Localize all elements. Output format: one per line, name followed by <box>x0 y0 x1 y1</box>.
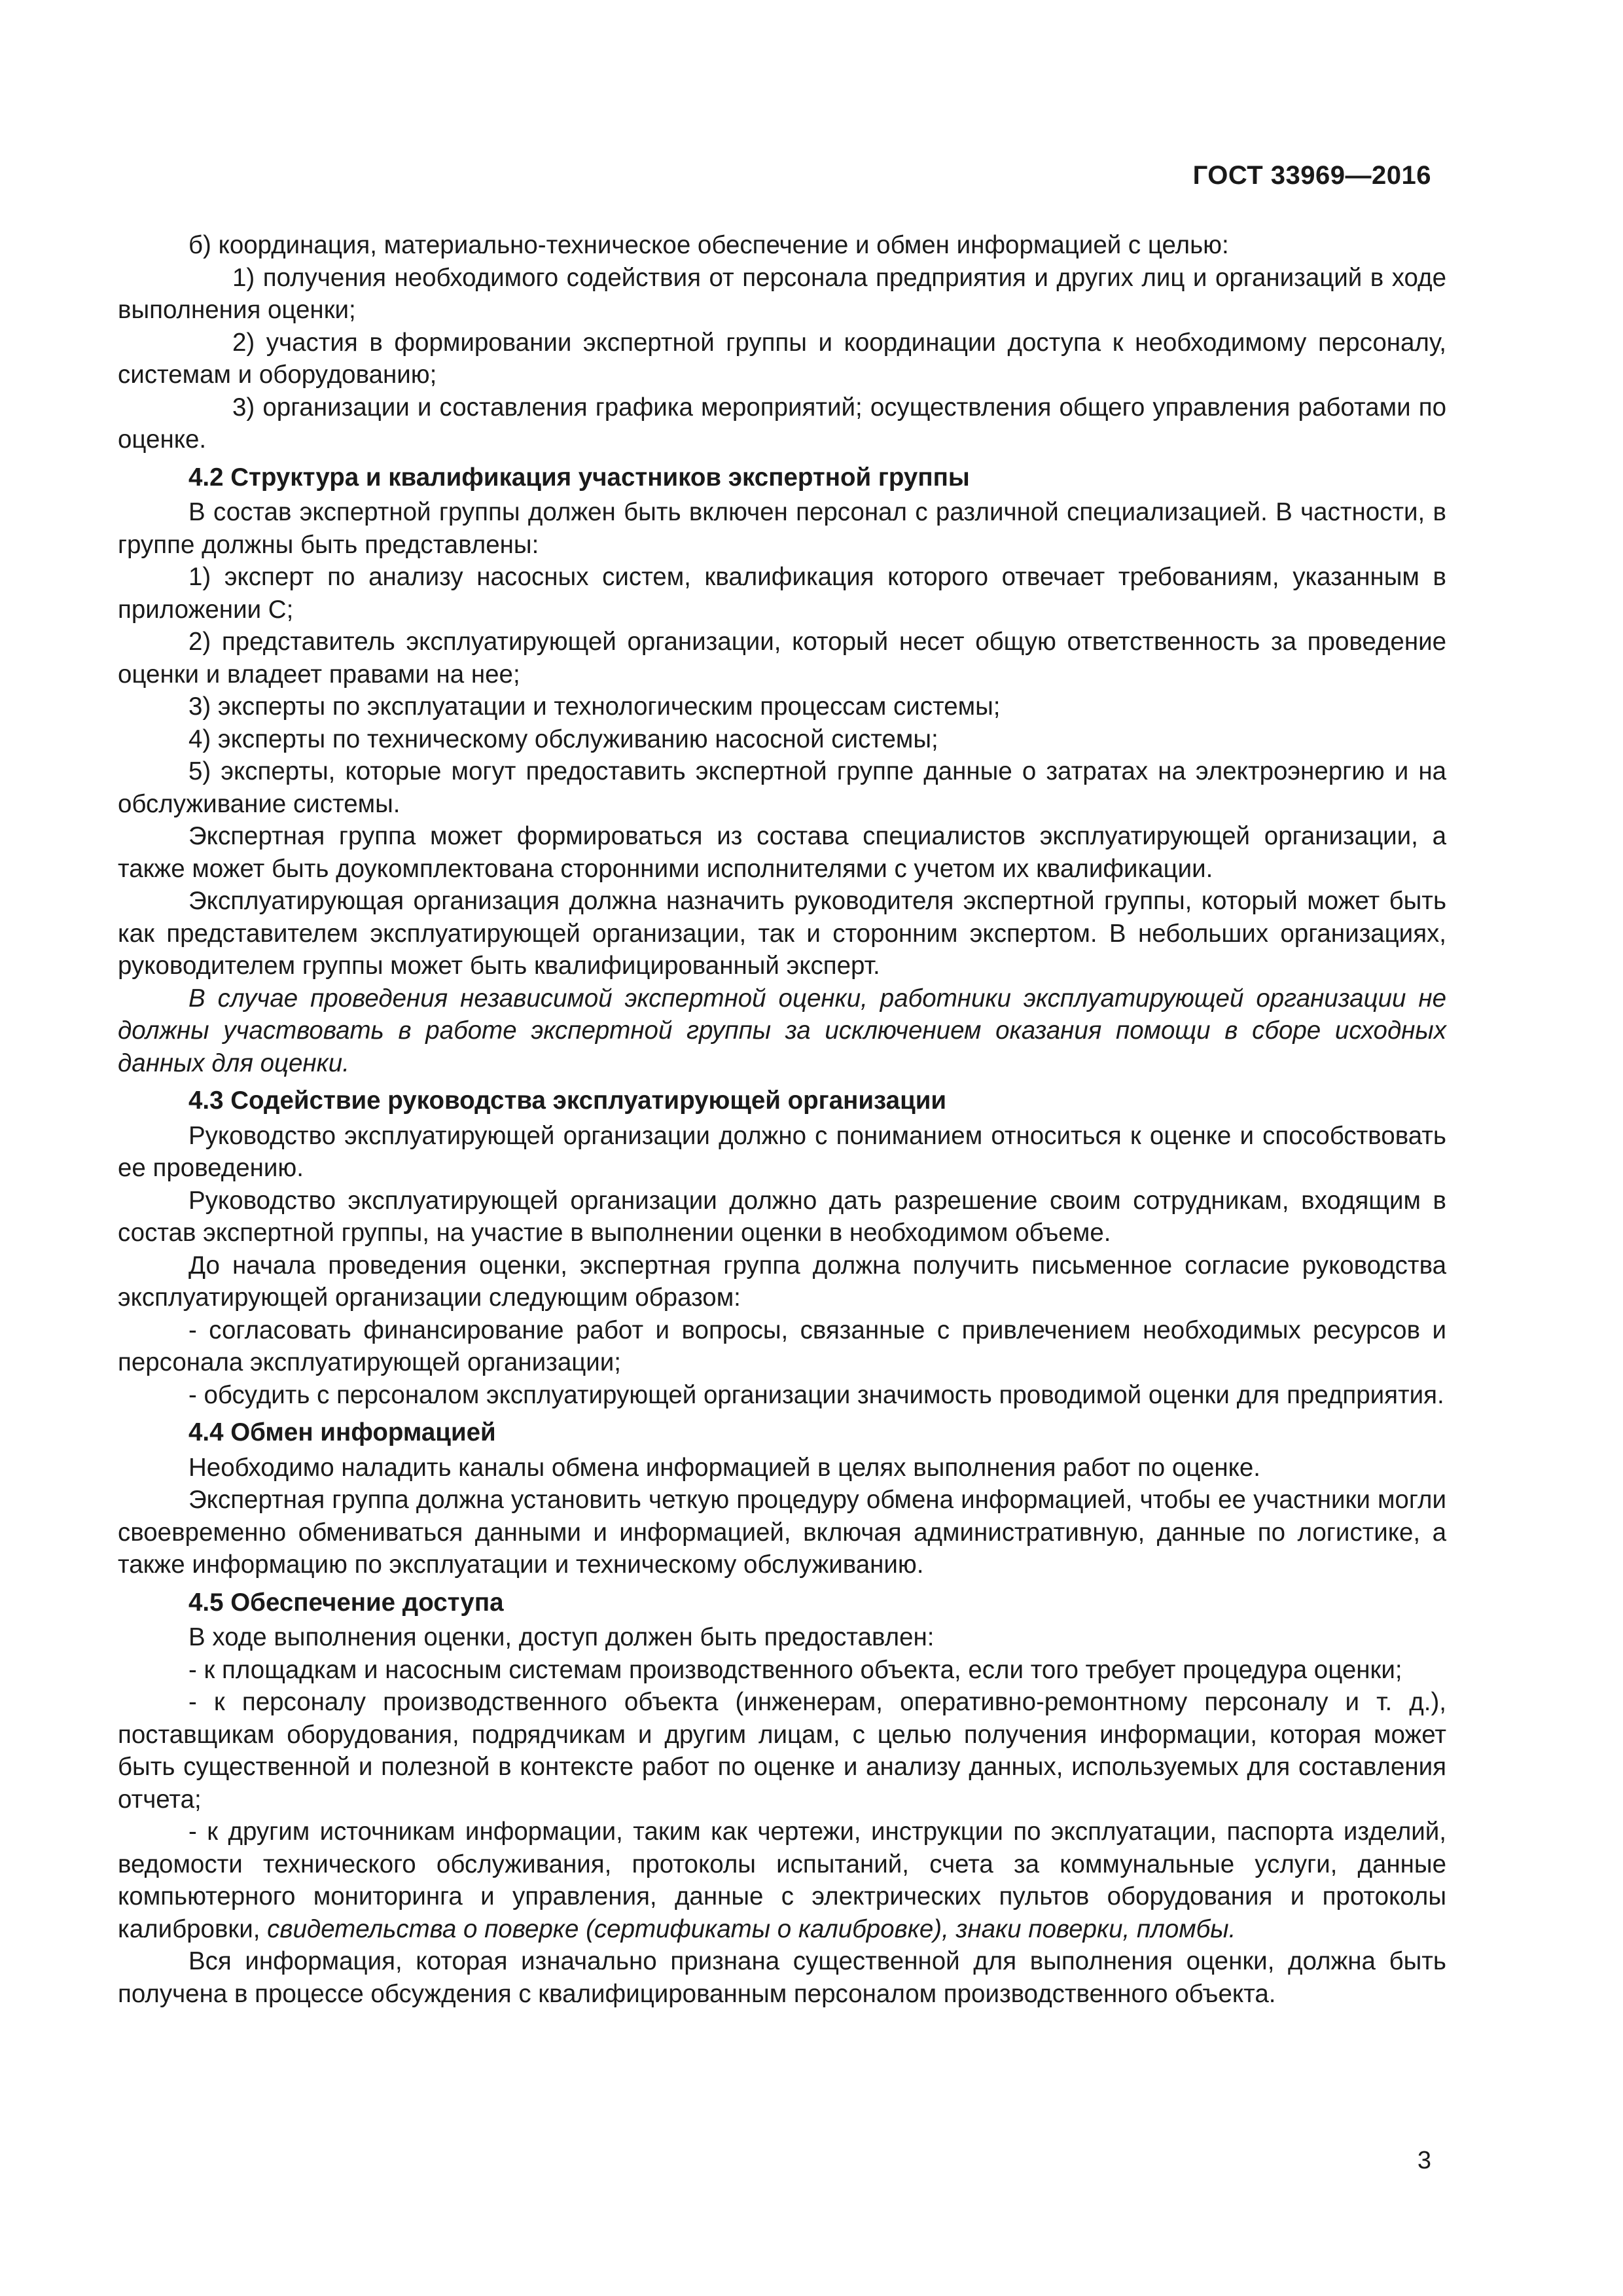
list-item: 5) эксперты, которые могут предоставить экспертной группе данные о затратах на электроэнергию и на обслуживание системы. <box>118 757 1446 818</box>
section-heading-4-4: 4.4 Обмен информацией <box>188 1418 496 1446</box>
document-number: ГОСТ 33969—2016 <box>1192 161 1431 190</box>
paragraph: Необходимо наладить каналы обмена информацией в целях выполнения работ по оценке. <box>188 1453 1260 1482</box>
list-item: - к площадкам и насосным системам производственного объекта, если того требует процедура оценки; <box>188 1655 1402 1684</box>
paragraph: б) координация, материально-техническое обеспечение и обмен информацией с целью: <box>188 231 1229 259</box>
paragraph: Эксплуатирующая организация должна назначить руководителя экспертной группы, который может быть как представителем эксплуатирующей организации, так и сторонним экспертом. В небольших организациях, руководителем группы может быть квалифицированный эксперт. <box>118 887 1446 980</box>
section-heading-4-3: 4.3 Содействие руководства эксплуатирующей организации <box>188 1086 947 1115</box>
list-item <box>118 1816 1446 1945</box>
paragraph: До начала проведения оценки, экспертная группа должна получить письменное согласие руководства эксплуатирующей организации следующим образом: <box>118 1251 1446 1312</box>
paragraph: Экспертная группа должна установить четкую процедуру обмена информацией, чтобы ее участники могли своевременно обмениваться данными и информацией, включая административную, данные по логистике, а также информацию по эксплуатации и техническому обслуживанию. <box>118 1486 1446 1579</box>
paragraph: В ходе выполнения оценки, доступ должен быть предоставлен: <box>188 1623 935 1651</box>
list-item: 4) эксперты по техническому обслуживанию насосной системы; <box>188 725 938 753</box>
list-item-text: - к другим источникам информации, таким как чертежи, инструкции по эксплуатации, паспорта изделий, ведомости технического обслуживания, протоколы испытаний, счета за коммунальные услуги, данные компьютерного мониторинга и управления, данные с электрических пультов оборудования и протоколы калибровки, <box>118 1818 1446 1943</box>
list-item: 3) эксперты по эксплуатации и технологическим процессам системы; <box>188 692 1001 721</box>
paragraph: Вся информация, которая изначально признана существенной для выполнения оценки, должна быть получена в процессе обсуждения с квалифицированным персоналом производственного объекта. <box>118 1947 1446 2008</box>
list-item: 3) организации и составления графика мероприятий; осуществления общего управления работами по оценке. <box>118 393 1446 454</box>
page-body <box>118 229 1446 2010</box>
paragraph: Экспертная группа может формироваться из состава специалистов эксплуатирующей организации, а также может быть доукомплектована сторонними исполнителями с учетом их квалификации. <box>118 822 1446 883</box>
list-item: 1) получения необходимого содействия от персонала предприятия и других лиц и организаций в ходе выполнения оценки; <box>118 263 1446 324</box>
italic-text: свидетельства о поверке (сертификаты о калибровке), знаки поверки, пломбы. <box>267 1914 1236 1943</box>
list-item: 1) эксперт по анализу насосных систем, квалификация которого отвечает требованиям, указанным в приложении С; <box>118 563 1446 624</box>
list-item: - к персоналу производственного объекта (инженерам, оперативно-ремонтному персоналу и т. д.), поставщикам оборудования, подрядчикам и другим лицам, с целью получения информации, которая может быть существенной и полезной в контексте работ по оценке и анализу данных, используемых для составления отчета; <box>118 1688 1446 1814</box>
paragraph: Руководство эксплуатирующей организации должно дать разрешение своим сотрудникам, входящим в состав экспертной группы, на участие в выполнении оценки в необходимом объеме. <box>118 1186 1446 1247</box>
italic-paragraph: В случае проведения независимой экспертной оценки, работники эксплуатирующей организации не должны участвовать в работе экспертной группы за исключением оказания помощи в сборе исходных данных для оценки. <box>118 984 1446 1077</box>
section-heading-4-5: 4.5 Обеспечение доступа <box>188 1588 504 1617</box>
section-heading-4-2: 4.2 Структура и квалификация участников экспертной группы <box>188 463 970 492</box>
list-item: - согласовать финансирование работ и вопросы, связанные с привлечением необходимых ресурсов и персонала эксплуатирующей организации; <box>118 1316 1446 1376</box>
page-number: 3 <box>1417 2147 1431 2174</box>
paragraph: В состав экспертной группы должен быть включен персонал с различной специализацией. В частности, в группе должны быть представлены: <box>118 498 1446 559</box>
list-item: 2) участия в формировании экспертной группы и координации доступа к необходимому персоналу, системам и оборудованию; <box>118 328 1446 389</box>
paragraph: Руководство эксплуатирующей организации должно с пониманием относиться к оценке и способствовать ее проведению. <box>118 1121 1446 1182</box>
list-item: 2) представитель эксплуатирующей организации, который несет общую ответственность за проведение оценки и владеет правами на нее; <box>118 628 1446 689</box>
list-item: - обсудить с персоналом эксплуатирующей организации значимость проводимой оценки для предприятия. <box>188 1380 1444 1409</box>
